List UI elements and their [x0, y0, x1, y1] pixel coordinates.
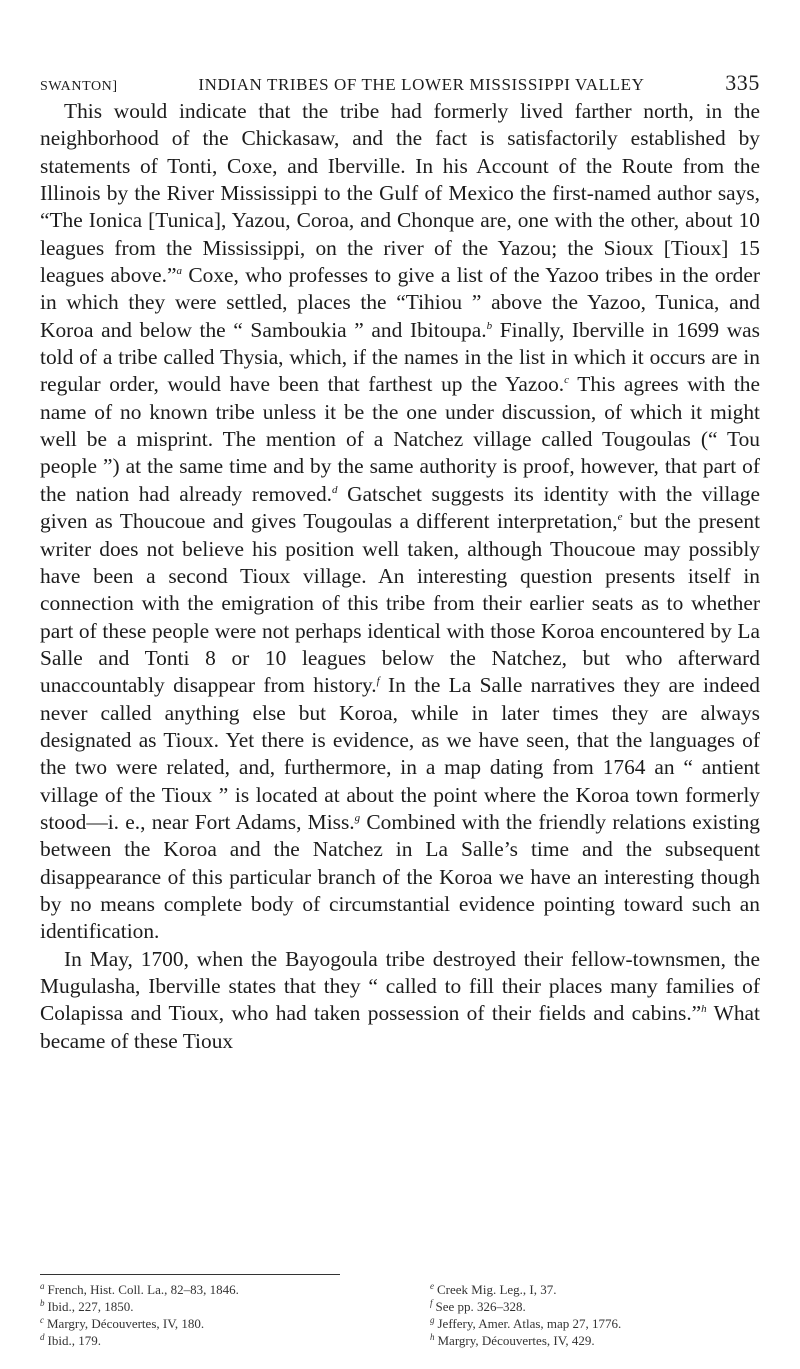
- paragraph-text: In the La Salle narratives they are indeed never called anything else but Koroa, while in later times they are always designated as Tioux. Yet there is evidence, as we have seen, that the languages of the two were related, and, furthermore, in a map dating from 1764 an “ antient village of the Tioux ” is located at about the point where the Koroa town formerly stood—i. e., near Fort Adams, Miss.: [40, 673, 760, 834]
- footnote-mark: c: [40, 1315, 44, 1325]
- footnote-text: French, Hist. Coll. La., 82–83, 1846.: [47, 1282, 239, 1297]
- footnote-mark: h: [430, 1332, 435, 1342]
- footnote: [40, 1298, 370, 1315]
- footnote-marker[interactable]: h: [701, 1003, 707, 1016]
- footnote-marker[interactable]: c: [564, 374, 570, 387]
- footnotes-left-column: [40, 1281, 370, 1349]
- footnote-text: Ibid., 179.: [47, 1333, 101, 1348]
- paragraph-text: In May, 1700, when the Bayogoula tribe destroyed their fellow-townsmen, the Mugulasha, Iberville states that they “ called to fill their places many families of Colapissa and Tioux, who had taken possession of their fields and cabins.”: [40, 946, 760, 1026]
- header-author: SWANTON]: [40, 79, 118, 94]
- running-header: [40, 70, 760, 95]
- footnote-text: Margry, Découvertes, IV, 429.: [437, 1333, 595, 1348]
- paragraph: [40, 98, 760, 946]
- footnote-marker[interactable]: d: [332, 483, 338, 496]
- footnote: [40, 1281, 370, 1298]
- footnote: [40, 1315, 370, 1332]
- paragraph-text: This agrees with the name of no known tribe unless it be the one under discussion, of which it might well be a misprint. The mention of a Natchez village called Tougoulas (“ Tou people ”) at the same time and by the same authority is proof, however, that part of the nation had already removed.: [40, 372, 760, 506]
- paragraph-text: but the present writer does not believe his position well taken, although Thoucoue may possibly have been a second Tioux village. An interesting question presents itself in connection with the emigration of this tribe from their earlier seats as to whether part of these people were not perhaps identical with those Koroa encountered by La Salle and Tonti 8 or 10 leagues below the Natchez, but who afterward unaccountably disappear from history.: [40, 509, 761, 698]
- footnote-text: See pp. 326–328.: [435, 1299, 526, 1314]
- paragraph-text: Gatschet suggests its identity with the village given as Thoucoue and gives Tougoulas a different interpretation,: [40, 481, 760, 534]
- paragraph-text: Combined with the friendly relations existing between the Koroa and the Natchez in La Salle’s time and the subsequent disappearance of this particular branch of the Koroa we have an interesting though by no means complete body of circumstantial evidence pointing toward such an identification.: [40, 809, 760, 944]
- footnote-mark: g: [430, 1315, 435, 1325]
- footnote-marker[interactable]: a: [176, 265, 182, 278]
- footnotes: [40, 1281, 760, 1349]
- footnote-text: Ibid., 227, 1850.: [47, 1299, 134, 1314]
- paragraph: [40, 946, 760, 1055]
- footnote-marker[interactable]: e: [617, 511, 623, 524]
- paragraph-text: Coxe, who professes to give a list of the Yazoo tribes in the order in which they were settled, places the “Tihiou ” above the Yazoo, Tunica, and Koroa and below the “ Samboukia ” and Ibitoupa.: [40, 263, 760, 342]
- footnote-mark: b: [40, 1298, 45, 1308]
- footnote: [430, 1332, 760, 1349]
- footnote-mark: d: [40, 1332, 45, 1342]
- page-number: 335: [725, 70, 760, 95]
- footnote-marker[interactable]: f: [376, 675, 380, 688]
- paragraph-text: This would indicate that the tribe had formerly lived farther north, in the neighborhood of the Chickasaw, and the fact is satisfactorily established by statements of Tonti, Coxe, and Iberville. In his Account of the Route from the Illinois by the River Mississippi to the Gulf of Mexico the first-named author says, “The Ionica [Tunica], Yazou, Coroa, and Chonque are, one with the other, about 10 leagues from the Mississippi, on the river of the Yazou; the Sioux [Tioux] 15 leagues above.”: [40, 99, 760, 288]
- footnote-mark: e: [430, 1281, 434, 1291]
- footnote-text: Creek Mig. Leg., I, 37.: [437, 1282, 557, 1297]
- body-text: [40, 98, 760, 1055]
- footnote-text: Jeffery, Amer. Atlas, map 27, 1776.: [437, 1316, 622, 1331]
- footnote: [430, 1298, 760, 1315]
- paragraph-text: Finally, Iberville in 1699 was told of a tribe called Thysia, which, if the names in the list in which it occurs are in regular order, would have been that farthest up the Yazoo.: [40, 317, 760, 397]
- footnote-mark: a: [40, 1281, 45, 1291]
- footnote: [430, 1315, 760, 1332]
- paragraph-text: What became of these Tioux: [40, 1001, 760, 1053]
- footnote-marker[interactable]: g: [354, 811, 361, 824]
- header-title: INDIAN TRIBES OF THE LOWER MISSISSIPPI VALLEY: [198, 75, 645, 94]
- footnote: [40, 1332, 370, 1349]
- footnote: [430, 1281, 760, 1298]
- footnote-marker[interactable]: b: [486, 319, 493, 332]
- footnote-text: Margry, Découvertes, IV, 180.: [47, 1316, 205, 1331]
- footnote-divider: [40, 1274, 340, 1275]
- footnotes-right-column: [370, 1281, 760, 1349]
- footnote-mark: f: [430, 1298, 433, 1308]
